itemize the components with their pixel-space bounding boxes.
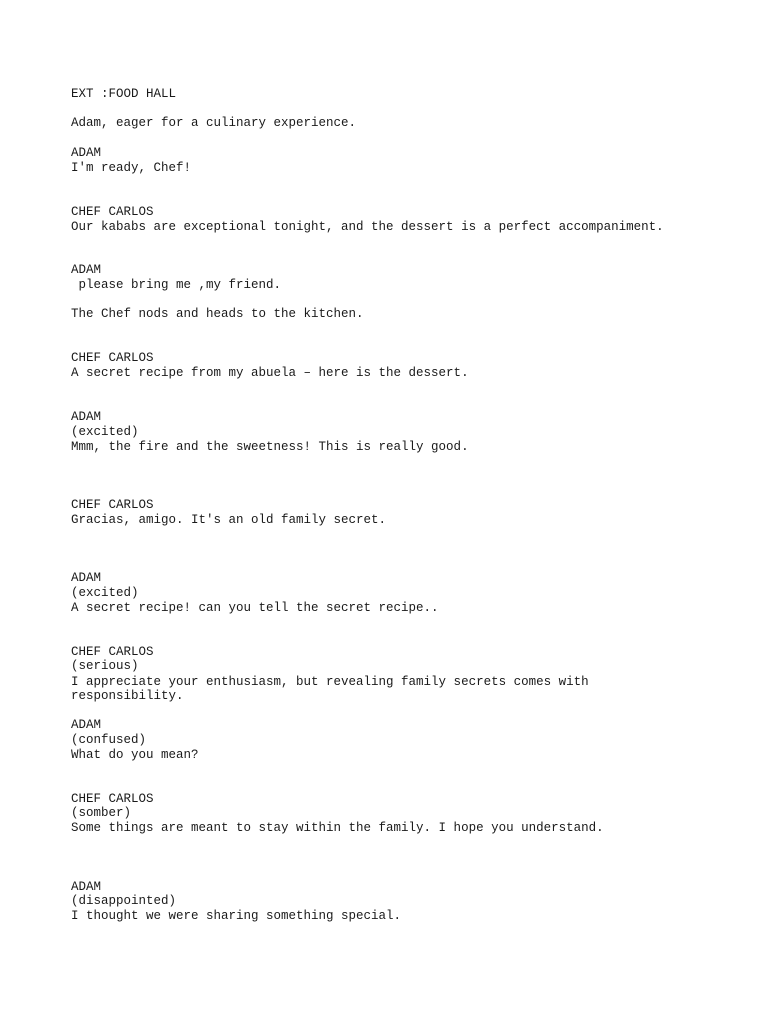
- parenthetical-line: (excited): [71, 425, 139, 439]
- dialogue-line: Our kababs are exceptional tonight, and the dessert is a perfect accompaniment.: [71, 220, 664, 234]
- dialogue-line: A secret recipe from my abuela – here is the dessert.: [71, 366, 469, 380]
- character-name: ADAM: [71, 571, 102, 585]
- parenthetical-line: (serious): [71, 659, 139, 673]
- dialogue-line: I'm ready, Chef!: [71, 161, 192, 175]
- character-name: ADAM: [71, 880, 102, 894]
- character-name: CHEF CARLOS: [71, 205, 154, 219]
- dialogue-line: please bring me ,my friend.: [71, 278, 282, 292]
- character-name: ADAM: [71, 410, 102, 424]
- dialogue-line: responsibility.: [71, 689, 184, 703]
- character-name: ADAM: [71, 263, 102, 277]
- character-name: CHEF CARLOS: [71, 645, 154, 659]
- dialogue-line: Some things are meant to stay within the family. I hope you understand.: [71, 821, 604, 835]
- character-name: CHEF CARLOS: [71, 498, 154, 512]
- scene-heading: EXT :FOOD HALL: [71, 87, 177, 101]
- dialogue-line: I appreciate your enthusiasm, but revealing family secrets comes with: [71, 675, 589, 689]
- dialogue-line: Mmm, the fire and the sweetness! This is really good.: [71, 440, 469, 454]
- parenthetical-line: (somber): [71, 806, 132, 820]
- character-name: CHEF CARLOS: [71, 792, 154, 806]
- dialogue-line: A secret recipe! can you tell the secret recipe..: [71, 601, 439, 615]
- dialogue-line: I thought we were sharing something special.: [71, 909, 402, 923]
- character-name: ADAM: [71, 718, 102, 732]
- dialogue-line: Gracias, amigo. It's an old family secret.: [71, 513, 387, 527]
- dialogue-line: What do you mean?: [71, 748, 199, 762]
- parenthetical-line: (excited): [71, 586, 139, 600]
- character-name: ADAM: [71, 146, 102, 160]
- parenthetical-line: (confused): [71, 733, 147, 747]
- character-name: CHEF CARLOS: [71, 351, 154, 365]
- action-line: Adam, eager for a culinary experience.: [71, 116, 357, 130]
- parenthetical-line: (disappointed): [71, 894, 177, 908]
- action-line: The Chef nods and heads to the kitchen.: [71, 307, 364, 321]
